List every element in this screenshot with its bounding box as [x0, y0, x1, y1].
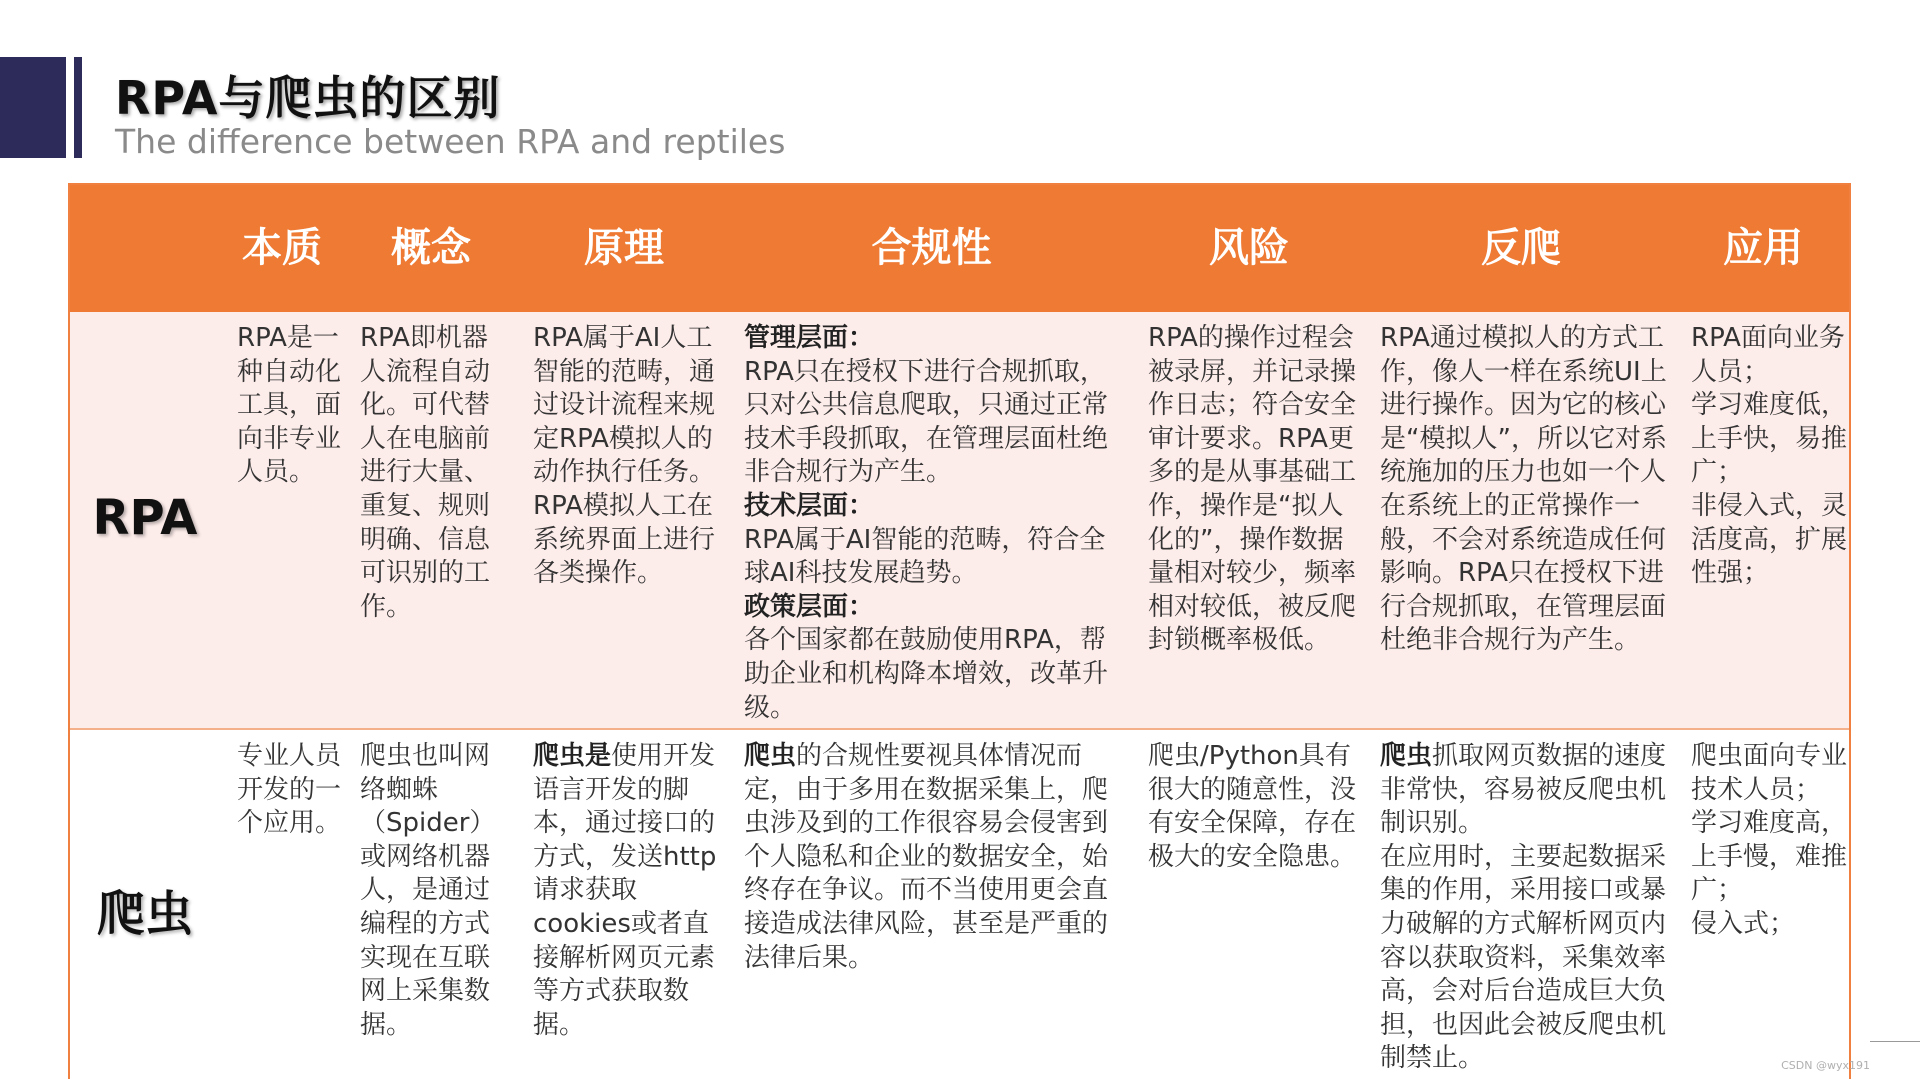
spider-anticrawl-text: 抓取网页数据的速度非常快，容易被反爬虫机制识别。	[1380, 741, 1667, 839]
spider-compliance	[744, 740, 1129, 975]
header-concept: 概念	[391, 225, 471, 271]
rpa-compliance-policy-text: 各个国家都在鼓励使用RPA，帮助企业和机构降本增效，改革升级。	[744, 625, 1109, 723]
rpa-compliance-management-text: RPA只在授权下进行合规抓取，只对公共信息爬取，只通过正常技术手段抓取，在管理层面杜绝非合规行为产生。	[744, 356, 1109, 488]
rpa-application	[1691, 322, 1847, 591]
spider-compliance-bold: 爬虫	[744, 741, 797, 771]
title-accent-line	[74, 57, 82, 158]
spider-application-line-2: 学习难度高，上手慢，难推广；	[1691, 808, 1848, 906]
spider-essence: 专业人员开发的一个应用。	[237, 741, 342, 839]
rpa-principle: RPA属于AI人工智能的范畴，通过设计流程来规定RPA模拟人的动作执行任务。RPA模拟人工在系统界面上进行各类操作。	[533, 323, 716, 589]
table-row-spider	[70, 728, 1849, 1081]
title-accent-bar	[0, 57, 66, 158]
spider-application	[1691, 740, 1847, 942]
rpa-compliance-management-label: 管理层面：	[744, 323, 875, 353]
row-label-spider: 爬虫	[96, 886, 193, 942]
header-anticrawl: 反爬	[1481, 225, 1561, 271]
header-principle: 原理	[584, 225, 664, 271]
spider-principle-bold: 爬虫是	[533, 741, 612, 771]
page-subtitle: The difference between RPA and reptiles	[115, 122, 786, 161]
header-application: 应用	[1723, 225, 1803, 271]
row-label-rpa: RPA	[92, 490, 198, 546]
rpa-risk: RPA的操作过程会被录屏，并记录操作日志；符合安全审计要求。RPA更多的是从事基础工作，操作是“拟人化的”，操作数据量相对较少，频率相对较低，被反爬封锁概率极低。	[1148, 323, 1357, 656]
watermark: CSDN @wyx191	[1781, 1059, 1870, 1072]
rpa-compliance-tech-label: 技术层面：	[744, 490, 875, 521]
rpa-concept: RPA即机器人流程自动化。可代替人在电脑前进行大量、重复、规则明确、信息可识别的工作。	[360, 323, 491, 622]
corner-divider	[1870, 1041, 1920, 1042]
spider-application-line-3: 侵入式；	[1691, 908, 1796, 939]
rpa-compliance-tech-text: RPA属于AI智能的范畴，符合全球AI科技发展趋势。	[744, 524, 1106, 589]
spider-anticrawl	[1380, 740, 1672, 1076]
header-risk: 风险	[1209, 225, 1289, 271]
rpa-essence: RPA是一种自动化工具，面向非专业人员。	[237, 323, 342, 488]
spider-principle	[533, 740, 725, 1042]
rpa-anticrawl: RPA通过模拟人的方式工作，像人一样在系统UI上进行操作。因为它的核心是“模拟人”，所以它对系统施加的压力也如一个人在系统上的正常操作一般，不会对系统造成任何影响。RPA只在授权下进行合规抓取，在管理层面杜绝非合规行为产生。	[1380, 323, 1667, 656]
header-compliance: 合规性	[871, 225, 992, 271]
page-title: RPA与爬虫的区别	[115, 71, 501, 125]
spider-concept: 爬虫也叫网络蜘蛛（Spider）或网络机器人，是通过编程的方式实现在互联网上采集数据。	[360, 741, 496, 1040]
spider-compliance-text: 的合规性要视具体情况而定，由于多用在数据采集上，爬虫涉及到的工作很容易会侵害到个人隐私和企业的数据安全，始终存在争议。而不当使用更会直接造成法律风险，甚至是严重的法律后果。	[744, 741, 1109, 973]
spider-anticrawl-text-2: 在应用时，主要起数据采集的作用，采用接口或暴力破解的方式解析网页内容以获取资料，采集效率高，会对后台造成巨大负担，也因此会被反爬虫机制禁止。	[1380, 841, 1667, 1074]
spider-anticrawl-bold: 爬虫	[1380, 741, 1433, 771]
rpa-application-line-3: 非侵入式，灵活度高，扩展性强；	[1691, 490, 1848, 589]
spider-principle-text: 使用开发语言开发的脚本，通过接口的方式，发送http请求获取cookies或者直接解析网页元素等方式获取数据。	[533, 741, 717, 1040]
spider-application-line-1: 爬虫面向专业技术人员；	[1691, 741, 1848, 805]
rpa-application-line-1: RPA面向业务人员；	[1691, 323, 1845, 387]
table-header	[70, 185, 1849, 312]
header-essence: 本质	[242, 225, 322, 271]
spider-risk: 爬虫/Python具有很大的随意性，没有安全保障，存在极大的安全隐患。	[1148, 741, 1357, 872]
comparison-table	[68, 183, 1851, 1079]
rpa-compliance	[744, 322, 1129, 725]
table-row-rpa	[70, 312, 1849, 728]
rpa-compliance-policy-label: 政策层面：	[744, 591, 875, 622]
rpa-application-line-2: 学习难度低，上手快，易推广；	[1691, 390, 1848, 488]
